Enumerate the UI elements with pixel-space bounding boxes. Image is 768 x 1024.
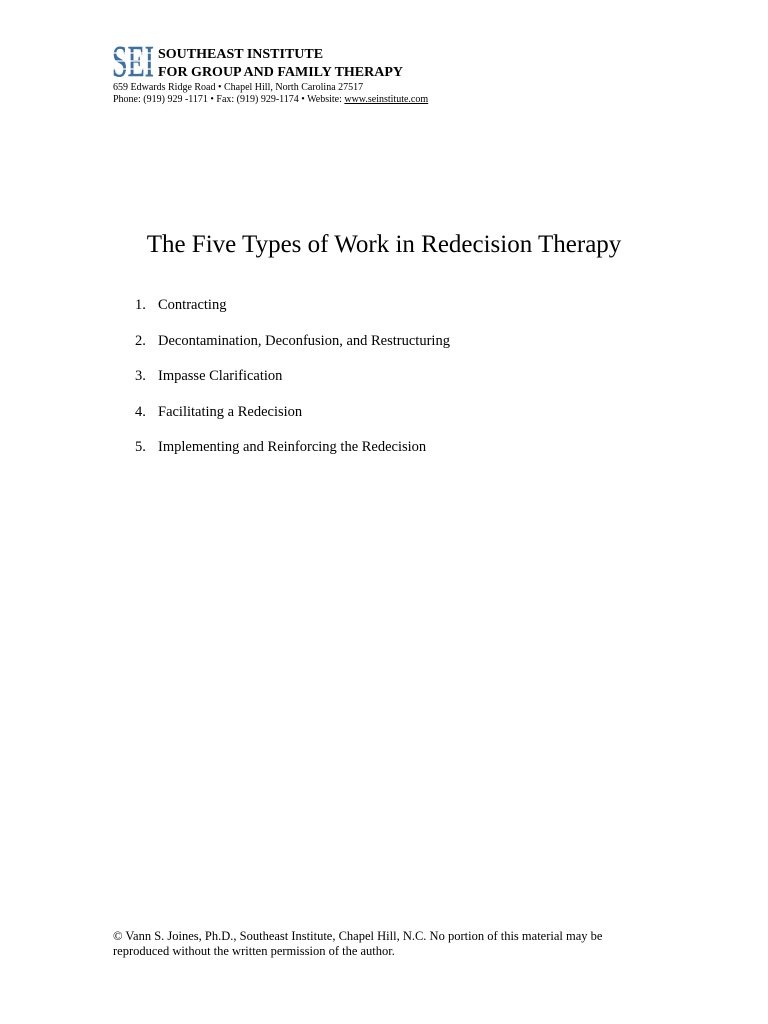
- list-item-label: Decontamination, Deconfusion, and Restructuring: [158, 332, 450, 349]
- website-link[interactable]: www.seinstitute.com: [344, 94, 429, 105]
- list-item-number: 3.: [135, 368, 146, 385]
- list-item: [135, 332, 450, 368]
- list-item: [135, 438, 450, 474]
- contact-details: Phone: (919) 929 -1171 • Fax: (919) 929-1174 • Website:: [113, 94, 345, 105]
- work-types-list: [135, 296, 450, 474]
- list-item-number: 1.: [135, 297, 146, 313]
- list-item-label: Implementing and Reinforcing the Redecision: [158, 439, 427, 456]
- copyright-line2: reproduced without the written permission of the author.: [113, 944, 395, 958]
- list-item-label: Impasse Clarification: [158, 368, 283, 385]
- institute-address: 659 Edwards Ridge Road • Chapel Hill, North Carolina 27517: [113, 82, 364, 93]
- institute-name: [158, 46, 403, 82]
- sei-logo-text: SEI: [112, 37, 154, 86]
- list-item-label: Contracting: [158, 297, 227, 313]
- list-item-label: Facilitating a Redecision: [158, 403, 303, 420]
- list-item-number: 2.: [135, 332, 146, 349]
- list-item-number: 4.: [135, 403, 146, 420]
- document-title: The Five Types of Work in Redecision Therapy: [146, 231, 622, 258]
- list-item: [135, 367, 450, 403]
- copyright-footer: [113, 929, 653, 959]
- institute-name-line2: FOR GROUP AND FAMILY THERAPY: [158, 65, 404, 80]
- sei-logo: [112, 37, 156, 86]
- institute-contact: [113, 94, 428, 106]
- copyright-line1: © Vann S. Joines, Ph.D., Southeast Institute, Chapel Hill, N.C. No portion of this material may be: [113, 929, 603, 943]
- list-item: [135, 403, 450, 439]
- institute-name-line1: SOUTHEAST INSTITUTE: [158, 47, 324, 62]
- list-item: [135, 296, 450, 332]
- list-item-number: 5.: [135, 439, 146, 456]
